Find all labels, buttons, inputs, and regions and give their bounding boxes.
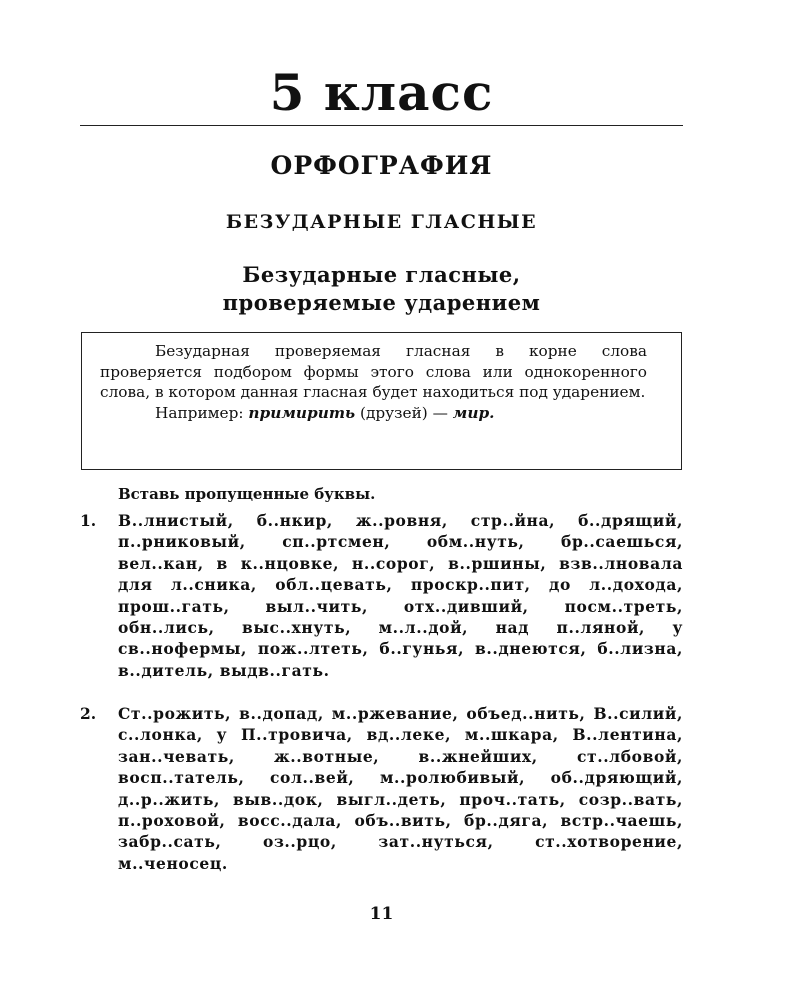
example-middle: (друзей) — — [360, 404, 448, 423]
example-label: Например: — [155, 404, 244, 423]
topic-title — [80, 261, 683, 317]
exercise-1 — [80, 510, 683, 681]
rule-example — [100, 403, 647, 424]
subsection-title: БЕЗУДАРНЫЕ ГЛАСНЫЕ — [225, 211, 538, 233]
exercise-text: Ст..рожить, в..допад, м..ржевание, объед..нить, В..силий, с..лонка, у П..тровича, вд..леке, м..шкара, В..лентина, зан..чевать, ж..вотные, в..жнейших, ст..лбовой, восп..татель, сол..вей, м..ролюбивый, об..дряющий, д..р..жить, выв..док, выгл..деть, проч..тать, созр..вать, п..роховой, восс..дала, объ..вить, бр..дяга, встр..чаешь, забр..сать, оз..рцо, зат..нуться, ст..хотворение, м..ченосец. — [118, 704, 683, 873]
grade-title: 5 класс — [269, 63, 494, 122]
textbook-page — [80, 0, 683, 1000]
example-word-1: примирить — [248, 404, 356, 423]
exercise-2 — [80, 703, 683, 874]
exercise-text: В..лнистый, б..нкир, ж..ровня, стр..йна, б..дрящий, п..рниковый, сп..ртсмен, обм..нуть, бр..саешься, вел..кан, в к..нцовке, н..сорог, в..ршины, взв..лновала для л..сника, обл..цевать, проскр..пит, до л..дохода, прош..гать, выл..чить, отх..дивший, посм..треть, обн..лись, выс..хнуть, м..л..дой, над п..ляной, у св..нофермы, пож..лтеть, б..гунья, в..днеются, б..лизна, в..дитель, выдв..гать. — [118, 511, 683, 680]
example-word-2: мир. — [452, 404, 495, 423]
task-instruction: Вставь пропущенные буквы. — [118, 485, 376, 503]
topic-title-line-1: Безударные гласные, — [242, 262, 521, 287]
exercise-number: 1. — [80, 511, 97, 530]
rule-box — [81, 332, 682, 470]
rule-text: Безударная проверяемая гласная в корне слова проверяется подбором формы этого слова или однокоренного слова, в котором данная гласная будет находиться под ударением. — [100, 342, 647, 402]
page-number: 11 — [369, 904, 394, 924]
title-divider — [80, 125, 683, 126]
topic-title-line-2: проверяемые ударением — [222, 290, 541, 315]
exercise-number: 2. — [80, 704, 97, 723]
section-title: ОРФОГРАФИЯ — [270, 151, 493, 180]
